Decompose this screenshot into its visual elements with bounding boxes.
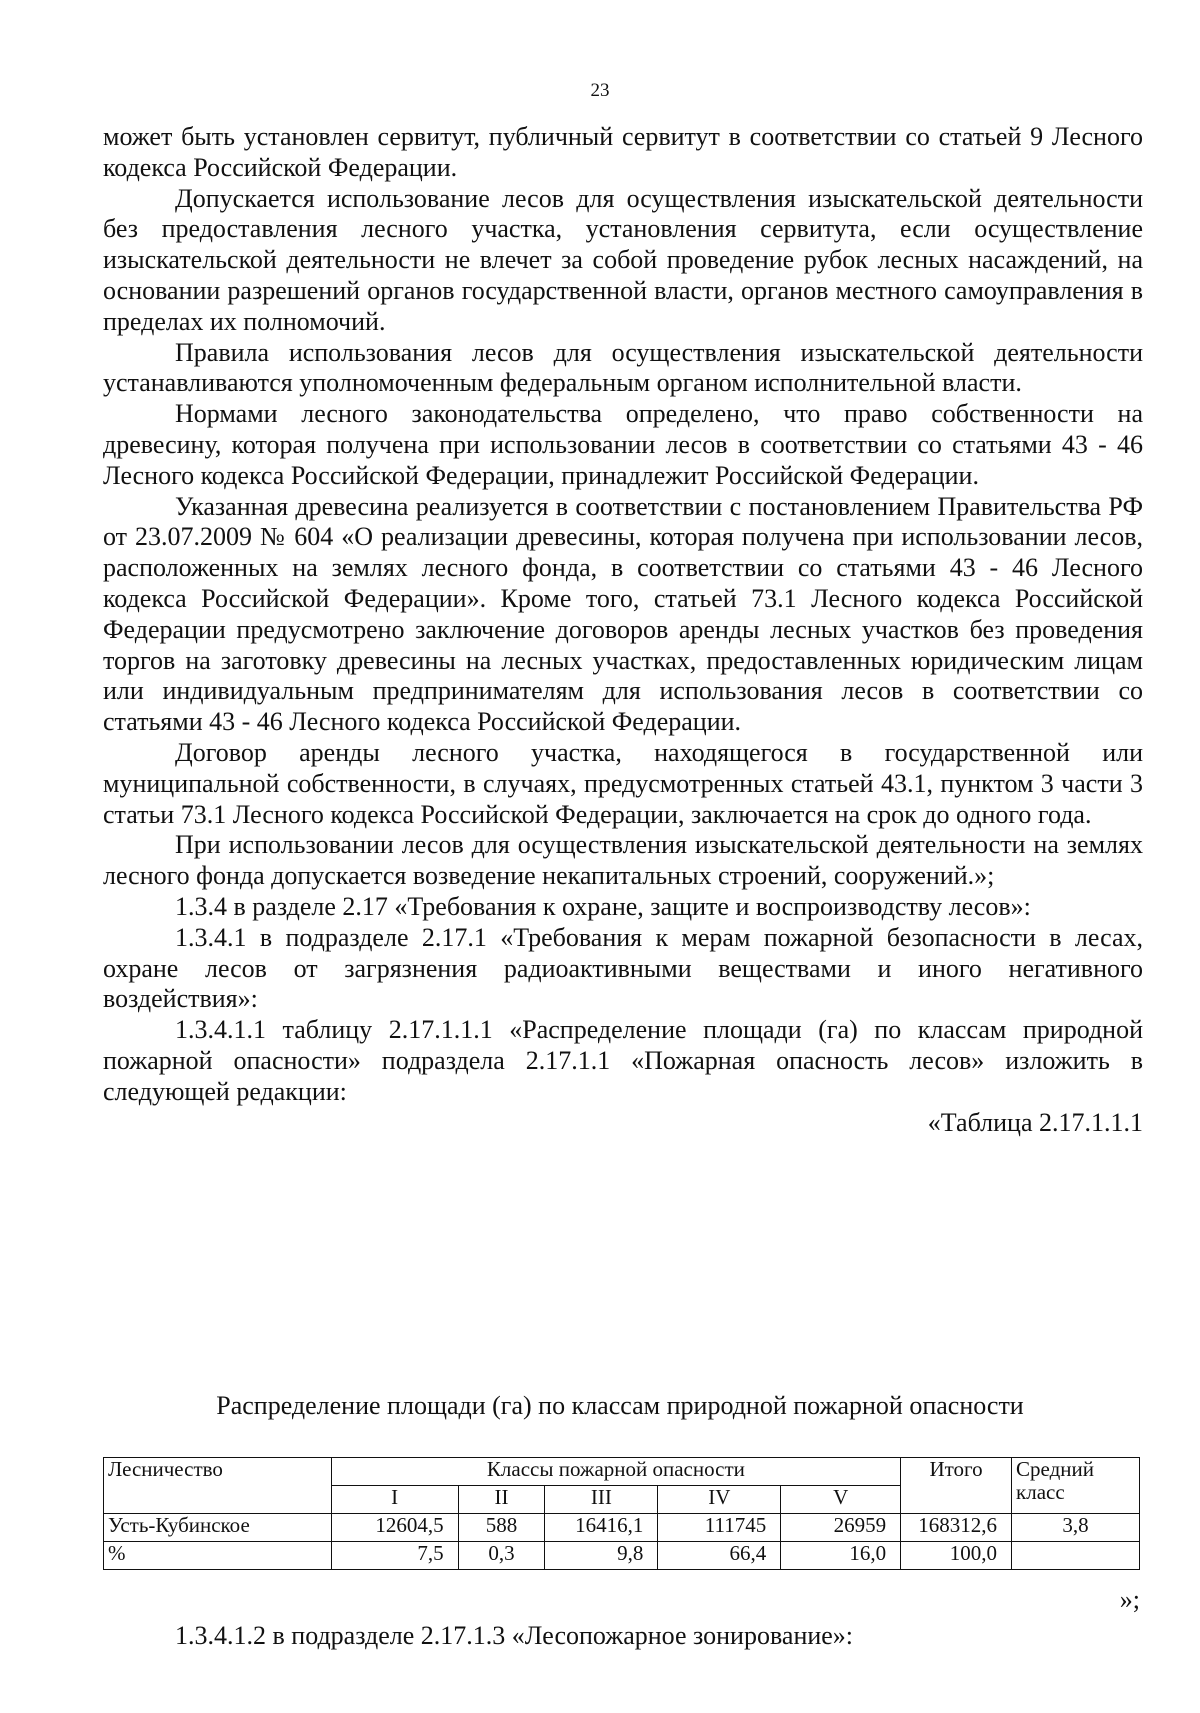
table-cell: 12604,5	[331, 1514, 458, 1542]
table-cell: 588	[458, 1514, 545, 1542]
page-number: 23	[590, 80, 610, 101]
table-header-row	[104, 1458, 1140, 1486]
paragraph: При использовании лесов для осуществления изыскательской деятельности на землях лесного фонда допускается возведение некапитальных строений, сооружений.»;	[103, 830, 1143, 891]
table-cell-avg: 3,8	[1012, 1514, 1140, 1542]
paragraph: 1.3.4 в разделе 2.17 «Требования к охране, защите и воспроизводству лесов»:	[175, 891, 1031, 921]
paragraph: может быть установлен сервитут, публичный сервитут в соответствии со статьей 9 Лесного кодекса Российской Федерации.	[103, 122, 1143, 182]
table-cell: 111745	[658, 1514, 781, 1542]
paragraph: 1.3.4.1.1 таблицу 2.17.1.1.1 «Распределение площади (га) по классам природной пожарной опасности» подраздела 2.17.1.1 «Пожарная опасность лесов» изложить в следующей редакции:	[103, 1015, 1143, 1106]
paragraph: Правила использования лесов для осуществления изыскательской деятельности устанавливаются уполномоченным федеральным органом исполнительной власти.	[103, 337, 1143, 398]
header-avg-class: Средний класс	[1012, 1458, 1140, 1514]
class-label: I	[331, 1486, 458, 1514]
row-name: Усть-Кубинское	[104, 1514, 332, 1542]
header-total: Итого	[901, 1458, 1012, 1514]
table-caption: Распределение площади (га) по классам природной пожарной опасности	[216, 1391, 1024, 1420]
table-cell-total: 100,0	[901, 1542, 1012, 1570]
paragraph: 1.3.4.1 в подразделе 2.17.1 «Требования к мерам пожарной безопасности в лесах, охране лесов от загрязнения радиоактивными веществами и иного негативного воздействия»:	[103, 922, 1143, 1014]
paragraph: Договор аренды лесного участка, находящегося в государственной или муниципальной собственности, в случаях, предусмотренных статьей 43.1, пунктом 3 части 3 статьи 73.1 Лесного кодекса Российской Федерации, заключается на срок до одного года.	[103, 737, 1143, 829]
closing-quote: »;	[1119, 1585, 1140, 1614]
paragraph: Допускается использование лесов для осуществления изыскательской деятельности без предоставления лесного участка, установления сервитута, если осуществление изыскательской деятельности не влечет за собой проведение рубок лесных насаждений, на основании разрешений органов государственной власти, органов местного самоуправления в пределах их полномочий.	[103, 183, 1143, 336]
body-text	[103, 122, 1143, 1138]
table-cell: 16416,1	[545, 1514, 658, 1542]
paragraph: Указанная древесина реализуется в соответствии с постановлением Правительства РФ от 23.07.2009 № 604 «О реализации древесины, которая получена при использовании лесов, расположенных на землях лесного фонда, в соответствии со статьями 43 - 46 Лесного кодекса Российской Федерации». Кроме того, статьей 73.1 Лесного кодекса Российской Федерации предусмотрено заключение договоров аренды лесных участков без проведения торгов на заготовку древесины на лесных участках, предоставленных юридическим лицам или индивидуальным предпринимателям для использования лесов в соответствии со статьями 43 - 46 Лесного кодекса Российской Федерации.	[103, 491, 1143, 737]
class-label: II	[458, 1486, 545, 1514]
table-cell-total: 168312,6	[901, 1514, 1012, 1542]
table-cell: 7,5	[331, 1542, 458, 1570]
table-cell: 16,0	[781, 1542, 901, 1570]
class-label: V	[781, 1486, 901, 1514]
table-row	[104, 1514, 1140, 1542]
table-cell: 26959	[781, 1514, 901, 1542]
class-label: III	[545, 1486, 658, 1514]
header-classes: Классы пожарной опасности	[331, 1458, 900, 1486]
fire-class-table	[103, 1457, 1140, 1570]
row-name: %	[104, 1542, 332, 1570]
header-forestry: Лесничество	[104, 1458, 332, 1514]
paragraph: Нормами лесного законодательства определено, что право собственности на древесину, которая получена при использовании лесов в соответствии со статьями 43 - 46 Лесного кодекса Российской Федерации, принадлежит Российской Федерации.	[103, 399, 1143, 490]
table-row	[104, 1542, 1140, 1570]
last-line: 1.3.4.1.2 в подразделе 2.17.1.3 «Лесопожарное зонирование»:	[175, 1621, 854, 1650]
table-cell: 9,8	[545, 1542, 658, 1570]
table-cell-avg	[1012, 1542, 1140, 1570]
class-label: IV	[658, 1486, 781, 1514]
table-cell: 0,3	[458, 1542, 545, 1570]
table-cell: 66,4	[658, 1542, 781, 1570]
table-label: «Таблица 2.17.1.1.1	[927, 1107, 1143, 1137]
